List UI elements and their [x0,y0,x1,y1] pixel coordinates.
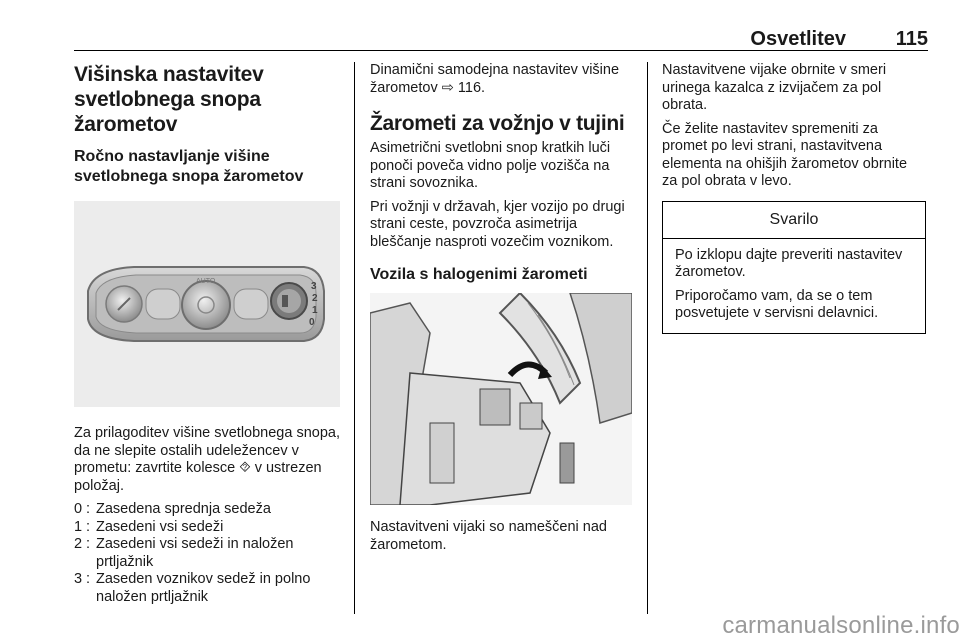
warning-title: Svarilo [663,202,925,239]
page-number: 115 [895,28,928,50]
dial-number: 0 [309,317,315,328]
column-divider [354,62,355,614]
list-key: 3 [74,571,83,587]
subheading-manual-range: Ročno nastavljanje višine svetlobnega snopa žarometov [74,148,304,185]
list-item: 3 : Zaseden voznikov sedež in polno naložen prtljažnik [74,571,340,606]
warning-text-1: Po izklopu dajte preveriti nastavitev žarometov. [675,246,903,280]
list-key: 2 [74,536,83,552]
list-item: 1 : Zasedeni vsi sedeži [74,519,340,537]
list-item: 2 : Zasedeni vsi sedeži in naložen prtljažnik [74,536,340,571]
column-2 [370,62,632,560]
abroad-paragraph-1: Asimetrični svetlobni snop kratkih luči ponoči poveča vidno polje vozišča na strani sovoznika. [370,140,611,191]
subheading-halogen: Vozila s halogenimi žarometi [370,266,588,283]
list-text: Zasedena sprednja sedeža [96,501,271,517]
heading-driving-abroad: Žarometi za vožnjo v tujini [370,112,625,135]
headlamp-adjust-screw-image [370,293,632,505]
page-header [74,26,928,51]
dial-number: 1 [312,305,318,316]
adjust-paragraph-2: Če želite nastavitev spremeniti za promet po levi strani, nastavitvena elementa na ohišjih žarometov obrnite za pol obrata v levo. [662,120,908,189]
heading-headlight-range: Višinska nastavitev svetlobnega snopa žarometov [74,63,264,136]
adjust-paragraph-1: Nastavitvene vijake obrnite v smeri urinega kazalca z izvijačem za pol obrata. [662,62,887,113]
control-panel-illustration [74,201,340,407]
dial-number: 2 [312,293,318,304]
column-1 [74,62,340,606]
auto-label: AUTO [196,278,216,285]
light-switch-panel-image [74,201,340,407]
watermark: carmanualsonline.info [722,612,960,639]
list-text: Zaseden voznikov sedež in polno naložen prtljažnik [96,571,311,605]
warning-text-2: Priporočamo vam, da se o tem posvetujete v servisni delavnici. [675,287,879,321]
dynamic-range-reference: Dinamični samodejna nastavitev višine žarometov ⇨ 116. [370,62,620,96]
range-intro-text: Za prilagoditev višine svetlobnega snopa, da ne slepite ostalih udeležencev v prometu: zavrtite kolesce ⯑ v ustrezen položaj. [74,425,340,494]
list-item: 0 : Zasedena sprednja sedeža [74,501,340,519]
column-divider [647,62,648,614]
warning-box [662,201,926,334]
list-key: 0 [74,501,83,517]
dial-number: 3 [311,281,317,292]
column-3 [662,62,926,334]
headlamp-caption: Nastavitveni vijaki so nameščeni nad žarometom. [370,519,607,553]
position-list [74,501,340,606]
abroad-paragraph-2: Pri vožnji v državah, kjer vozijo po drugi strani ceste, povzroča asimetrija bleščanje nasproti vozečim voznikom. [370,198,625,250]
list-text: Zasedeni vsi sedeži in naložen prtljažnik [96,536,294,570]
section-title: Osvetlitev [750,28,846,50]
list-text: Zasedeni vsi sedeži [96,518,224,535]
headlamp-illustration [370,293,632,505]
list-key: 1 [74,518,83,535]
